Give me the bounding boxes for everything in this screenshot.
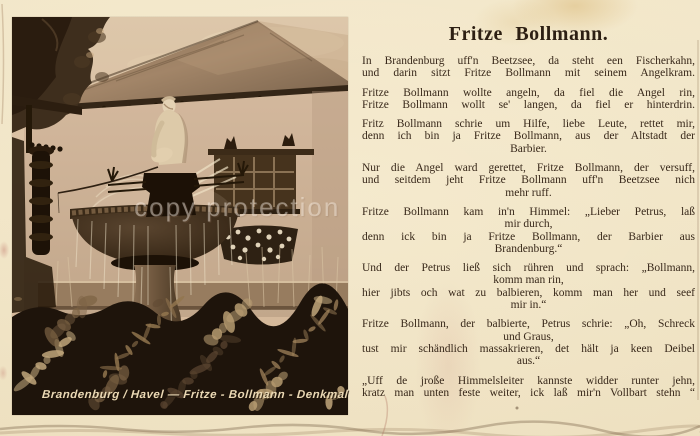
poem-title: Fritze Bollmann. (448, 23, 609, 45)
poem-line: Fritze Bollmann, der balbierte, Petrus schrie: „Oh, Schreck (362, 318, 695, 331)
monument-photo (12, 17, 348, 415)
poem-stanza (362, 162, 695, 199)
poem-stanza (362, 262, 695, 311)
poem-line: denn ich bin ja Fritze Bollmann, aus der Altstadt der (362, 130, 695, 143)
poem-stanzas (362, 55, 695, 399)
poem-stanza (362, 87, 695, 112)
poem-line: aus.“ (516, 355, 541, 368)
watermark: copy protection (134, 192, 341, 222)
poem-line: mehr ruff. (505, 186, 552, 199)
photo-caption: Brandenburg / Havel — Fritze - Bollmann - Denkmal (41, 389, 349, 401)
poem-line: und darin sitzt Fritze Bollmann mit seinem Angelkram. (362, 67, 695, 80)
poem-line: tust mir schändlich massakrieren, det hält ja keen Deibel (362, 342, 695, 355)
poem-line: mir in.“ (510, 299, 547, 312)
monument-photo-art (12, 17, 348, 415)
poem-line: Fritze Bollmann kam in'n Himmel: „Lieber Petrus, laß (362, 205, 695, 218)
poem-line: denn ick bin ja Fritze Bollmann, der Barbier aus (362, 230, 695, 243)
poem-line: mir durch, (504, 218, 553, 231)
poem-line: hier jibts och wat zu balbieren, komm man her und seef (362, 286, 695, 299)
poem-line: komm man rin, (493, 274, 564, 287)
poem-line: und Graus, (503, 330, 554, 343)
poem-line: Brandenburg.“ (494, 242, 563, 255)
poem-line: kratz man unten feste weiter, ick laß mir'n Vollbart stehn “ (362, 386, 695, 399)
poem-line: Fritze Bollmann wollte angeln, da fiel die Angel rin, (362, 86, 695, 99)
poem-column (362, 22, 695, 406)
poem-line: Fritz Bollmann schrie um Hilfe, liebe Leute, rettet mir, (362, 118, 695, 131)
poem-line: „Uff de jroße Himmelsleiter kannste widder runter jehn, (362, 374, 695, 387)
poem-line: und seitdem jeht Fritze Bollmann uff'n Beetzsee nich (362, 174, 695, 187)
poem-line: Barbier. (510, 142, 547, 155)
poem-line: In Brandenburg uff'n Beetzsee, da steht een Fischerkahn, (362, 55, 695, 67)
poem-stanza (362, 118, 695, 155)
poem-line: Nur die Angel ward gerettet, Fritze Bollmann, der versuff, (362, 162, 695, 175)
poem-line: Fritze Bollmann wollt se' langen, da fiel er hinterdrin. (362, 98, 695, 111)
poem-stanza (362, 55, 695, 80)
poem-stanza (362, 375, 695, 400)
poem-stanza (362, 318, 695, 367)
poem-stanza (362, 206, 695, 255)
poem-line: Und der Petrus ließ sich rühren und sprach: „Bollmann, (362, 262, 695, 275)
